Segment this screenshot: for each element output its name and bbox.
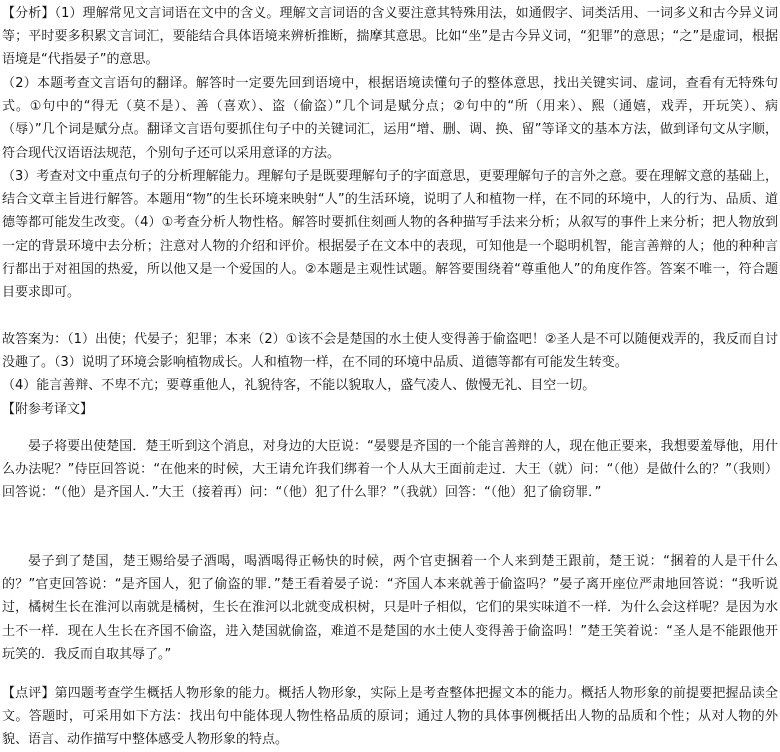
analysis-part-1: 【分析】（1）理解常见文言词语在文中的含义。理解文言词语的含义要注意其特殊用法，如通假字、词类活用、一词多义和古今异义词等；平时要多积累文言词汇，要能结合具体语境来辨析推断，揣摩其意思。比如“坐”是古今异义词，“犯罪”的意思；“之”是虚词，根据语境是“代指晏子”的意思。: [2, 6, 778, 68]
answer-part-4: （4）能言善辩、不卑不亢；要尊重他人，礼貌待客，不能以貌取人，盛气凌人、傲慢无礼、目空一切。: [2, 378, 596, 393]
translation-paragraph-1: 晏子将要出使楚国．楚王听到这个消息，对身边的大臣说：“晏婴是齐国的一个能言善辩的人，现在他正要来，我想要羞辱他，用什么办法呢？”侍臣回答说：“在他来的时候，大王请允许我们绑着一个人从大王面前走过．大王（就）问：“（他）是做什么的？”（我则）回答说：“（他）是齐国人．”大王（接着再）问：“（他）犯了什么罪？”（我就）回答：“（他）犯了偷窃罪．”: [2, 439, 778, 501]
analysis-part-3-4: （3）考查对文中重点句子的分析理解能力。理解句子是既要理解句子的字面意思，更要理解句子的言外之意。要在理解文意的基础上，结合文章主旨进行解答。本题用“物”的生长环境来映射“人”的生活环境，说明了人和植物一样，在不同的环境中，人的行为、品质、道德等都可能发生改变。（4）①考查分析人物性格。解答时要抓住刻画人物的各种描写手法来分析；从叙写的事件上来分析；把人物放到一定的背景环境中去分析；注意对人物的介绍和评价。根据晏子在文本中的表现，可知他是一个聪明机智，能言善辩的人；他的种种言行都出于对祖国的热爱，所以他又是一个爱国的人。②本题是主观性试题。解答要围绕着“尊重他人”的角度作答。答案不唯一，符合题目要求即可。: [2, 169, 778, 301]
analysis-part-2: （2）本题考查文言语句的翻译。解答时一定要先回到语境中，根据语境读懂句子的整体意思，找出关键实词、虚词，查看有无特殊句式。①句中的“得无（莫不是）、善（喜欢）、盗（偷盗）”几个词是赋分点；②句中的“所（用来）、熙（通嬉，戏弄，开玩笑）、病（辱）”几个词是赋分点。翻译文言语句要抓住句子中的关键词汇，运用“增、删、调、换、留”等译文的基本方法，做到译句文从字顺，符合现代汉语语法规范，个别句子还可以采用意译的方法。: [2, 76, 778, 161]
answer-summary: 故答案为：（1）出使；代晏子；犯罪；本来（2）①该不会是楚国的水土使人变得善于偷盗吧！②圣人是不可以随便戏弄的，我反而自讨没趣了。（3）说明了环境会影响植物成长。人和植物一样，在不同的环境中品质、道德等都有可能发生转变。: [2, 332, 778, 371]
translation-paragraph-2: 晏子到了楚国，楚王赐给晏子酒喝，喝酒喝得正畅快的时候，两个官吏捆着一个人来到楚王跟前，楚王说：“捆着的人是干什么的？”官吏回答说：“是齐国人，犯了偷盗的罪．”楚王看着晏子说：“齐国人本来就善于偷盗吗？”晏子离开座位严肃地回答说：“我听说过，橘树生长在淮河以南就是橘树，生长在淮河以北就变成枳树，只是叶子相似，它们的果实味道不一样．为什么会这样呢？是因为水土不一样．现在人生长在齐国不偷盗，进入楚国就偷盗，难道不是楚国的水土使人变得善于偷盗吗！”楚王笑着说：“圣人是不能跟他开玩笑的．我反而自取其辱了。”: [2, 554, 778, 662]
translation-heading: 【附参考译文】: [2, 402, 94, 417]
comment-paragraph: 【点评】第四题考查学生概括人物形象的能力。概括人物形象，实际上是考查整体把握文本的能力。概括人物形象的前提要把握品读全文。答题时，可采用如下方法：找出句中能体现人物性格品质的原词；通过人物的具体事例概括出人物的品质和个性；从对人物的外貌、语言、动作描写中整体感受人物形象的特点。: [2, 686, 778, 748]
